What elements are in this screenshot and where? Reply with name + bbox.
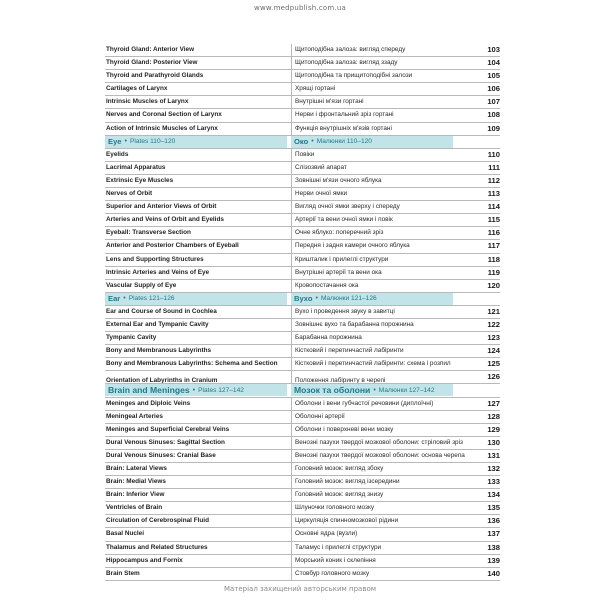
toc-entry[interactable] xyxy=(105,358,500,371)
entry-title-ukrainian: Шлуночки головного мозку xyxy=(291,502,478,514)
page-number: 109 xyxy=(487,123,500,133)
bullet-icon: • xyxy=(123,295,126,303)
toc-entry[interactable] xyxy=(105,109,500,122)
toc-entry[interactable] xyxy=(105,83,500,96)
toc-entry[interactable] xyxy=(105,450,500,463)
page-number: 135 xyxy=(487,503,500,513)
page-number: 134 xyxy=(487,490,500,500)
entry-title-ukrainian: Щитоподібна та прищитоподібні залози xyxy=(291,70,478,82)
entry-title-english: Lens and Supporting Structures xyxy=(106,255,204,263)
section-header-ukrainian xyxy=(291,293,453,305)
page-number: 115 xyxy=(487,215,500,225)
page-number: 139 xyxy=(487,555,500,565)
section-plates-ua: Малюнки 110–120 xyxy=(316,138,372,146)
entry-title-ukrainian: Основні ядра (вузли) xyxy=(291,528,478,540)
page-number: 121 xyxy=(487,306,500,316)
page-number: 104 xyxy=(487,58,500,68)
entry-title-ukrainian: Артерії та вени очної ямки і повік xyxy=(291,214,478,226)
entry-title-ukrainian: Положення лабіринту в черепі xyxy=(291,371,478,383)
section-header-ukrainian xyxy=(291,384,453,396)
toc-entry[interactable] xyxy=(105,188,500,201)
entry-title-english: Eyeball: Transverse Section xyxy=(106,229,191,237)
page-number: 107 xyxy=(487,97,500,107)
page-number: 140 xyxy=(487,568,500,578)
entry-title-english: Thyroid Gland: Anterior View xyxy=(106,46,195,53)
toc-entry[interactable] xyxy=(105,214,500,227)
section-title: Eye xyxy=(108,137,122,147)
page-number: 113 xyxy=(487,189,500,199)
bullet-icon: • xyxy=(124,138,127,146)
toc-entry[interactable] xyxy=(105,240,500,253)
toc-entry[interactable] xyxy=(105,345,500,358)
toc-entry[interactable] xyxy=(105,319,500,332)
entry-title-english: Dural Venous Sinuses: Sagittal Section xyxy=(106,438,225,446)
entry-title-ukrainian: Щитоподібна залоза: вигляд спереду xyxy=(291,44,478,56)
page-number: 126 xyxy=(487,372,500,382)
section-header xyxy=(105,136,500,149)
page-number: 105 xyxy=(487,71,500,81)
page-number: 112 xyxy=(487,175,500,185)
toc-entry[interactable] xyxy=(105,70,500,83)
toc-entry[interactable] xyxy=(105,371,500,384)
entry-title-english: Meninges and Superficial Cerebral Veins xyxy=(106,425,230,433)
entry-title-ukrainian: Щитоподібна залоза: вигляд ззаду xyxy=(291,57,478,69)
entry-title-ukrainian: Зовнішнє вухо та барабанна порожнина xyxy=(291,319,478,331)
entry-title-ukrainian: Головний мозок: вигляд збоку xyxy=(291,463,478,475)
entry-title-ukrainian: Внутрішні м'язи гортані xyxy=(291,96,478,108)
page-number: 103 xyxy=(487,45,500,54)
section-title-ua: Вухо xyxy=(294,294,313,304)
entry-title-ukrainian: Венозні пазухи твердої мозкової оболони: основа черепа xyxy=(291,450,478,462)
entry-title-ukrainian: Кришталик і прилеглі структури xyxy=(291,254,478,266)
section-header-ukrainian xyxy=(291,136,453,148)
entry-title-english: Eyelids xyxy=(106,150,129,158)
page-number: 114 xyxy=(487,202,500,212)
entry-title-english: Bony and Membranous Labyrinths: Schema and Section xyxy=(106,360,278,368)
entry-title-ukrainian: Передня і задня камери очного яблука xyxy=(291,240,478,252)
entry-title-ukrainian: Очне яблуко: поперечний зріз xyxy=(291,227,478,239)
section-plates-ua: Малюнки 127–142 xyxy=(378,386,435,394)
toc-entry[interactable] xyxy=(105,201,500,214)
copyright-footer: Матеріал захищений авторським правом xyxy=(223,585,377,593)
page-number: 118 xyxy=(487,254,500,264)
toc-entry[interactable] xyxy=(105,306,500,319)
entry-title-ukrainian: Оболони і поверхневі вени мозку xyxy=(291,424,478,436)
toc-entry[interactable] xyxy=(105,44,500,57)
page-number: 116 xyxy=(487,228,500,238)
toc-entry[interactable] xyxy=(105,57,500,70)
page-number: 108 xyxy=(487,110,500,120)
toc-entry[interactable] xyxy=(105,476,500,489)
entry-title-english: Extrinsic Eye Muscles xyxy=(106,176,174,184)
entry-title-ukrainian: Головний мозок: вигляд ізсередини xyxy=(291,476,478,488)
page-number: 137 xyxy=(487,529,500,539)
page-number: 124 xyxy=(487,346,500,356)
page-number: 132 xyxy=(487,464,500,473)
bullet-icon: • xyxy=(315,295,318,303)
section-title-ua: Мозок та оболони xyxy=(294,385,371,396)
page-number: 128 xyxy=(487,411,500,421)
entry-title-english: Meningeal Arteries xyxy=(106,412,163,420)
entry-title-english: Superior and Anterior Views of Orbit xyxy=(106,203,217,211)
site-url[interactable]: www.medpublish.com.ua xyxy=(254,4,346,12)
entry-title-english: Action of Intrinsic Muscles of Larynx xyxy=(106,124,218,132)
entry-title-english: Thalamus and Related Structures xyxy=(106,543,208,551)
table-of-contents xyxy=(105,44,500,581)
entry-title-english: Cartilages of Larynx xyxy=(106,85,168,93)
entry-title-ukrainian: Вигляд очної ямки зверху і спереду xyxy=(291,201,478,213)
entry-title-ukrainian: Нерви і фронтальний зріз гортані xyxy=(291,109,478,121)
entry-title-ukrainian: Оболонні артерії xyxy=(291,411,478,423)
toc-entry[interactable] xyxy=(105,175,500,188)
toc-entry[interactable] xyxy=(105,502,500,515)
entry-title-english: Brain: Medial Views xyxy=(106,478,166,486)
entry-title-english: Thyroid Gland: Posterior View xyxy=(106,59,198,67)
entry-title-english: Orientation of Labyrinths in Cranium xyxy=(106,377,218,384)
entry-title-ukrainian: Кістковий і перетинчастий лабіринти xyxy=(291,345,478,357)
toc-entry[interactable] xyxy=(105,123,500,136)
section-plates: Plates 121–126 xyxy=(128,295,175,303)
section-plates-ua: Малюнки 121–126 xyxy=(320,295,377,303)
toc-entry[interactable] xyxy=(105,332,500,345)
section-header-english xyxy=(105,136,287,148)
toc-entry[interactable] xyxy=(105,424,500,437)
entry-title-ukrainian: Слізозвий апарат xyxy=(291,162,478,174)
section-header xyxy=(105,384,500,397)
entry-title-english: Brain: Lateral Views xyxy=(106,465,167,472)
page-number: 125 xyxy=(487,359,500,369)
entry-title-english: Intrinsic Muscles of Larynx xyxy=(106,98,189,106)
entry-title-english: Tympanic Cavity xyxy=(106,334,157,342)
entry-title-english: Basal Nuclei xyxy=(106,530,145,538)
section-plates: Plates 110–120 xyxy=(129,138,176,146)
page-number: 129 xyxy=(487,424,500,434)
entry-title-ukrainian: Нерви очної ямки xyxy=(291,188,478,200)
entry-title-ukrainian: Оболони і вени губчастої речовини (диплоїчні) xyxy=(291,398,478,410)
page-number: 120 xyxy=(487,280,500,290)
entry-title-english: Hippocampus and Fornix xyxy=(106,556,183,564)
toc-entry[interactable] xyxy=(105,463,500,476)
entry-title-english: Meninges and Diploic Veins xyxy=(106,399,191,407)
page-number: 117 xyxy=(487,241,500,251)
entry-title-ukrainian: Морський коник і склепіння xyxy=(291,555,478,567)
page-number: 123 xyxy=(487,333,500,343)
toc-entry[interactable] xyxy=(105,398,500,411)
toc-entry[interactable] xyxy=(105,227,500,240)
section-title: Ear xyxy=(108,294,121,304)
section-header-english xyxy=(105,293,287,305)
entry-title-english: Circulation of Cerebrospinal Fluid xyxy=(106,517,209,525)
page-number: 106 xyxy=(487,84,500,94)
entry-title-ukrainian: Венозні пазухи твердої мозкової оболони: стріловий зріз xyxy=(291,437,478,449)
toc-entry[interactable] xyxy=(105,542,500,555)
entry-title-english: External Ear and Tympanic Cavity xyxy=(106,320,209,328)
entry-title-ukrainian: Кровопостачання ока xyxy=(291,280,478,292)
entry-title-english: Anterior and Posterior Chambers of Eyeball xyxy=(106,242,239,250)
toc-entry[interactable] xyxy=(105,280,500,293)
page-number: 119 xyxy=(487,267,500,277)
entry-title-ukrainian: Кістковий і перетинчастий лабіринти: схема і розпил xyxy=(291,358,478,370)
toc-entry[interactable] xyxy=(105,162,500,175)
entry-title-ukrainian: Зовнішні м'язи очного яблука xyxy=(291,175,478,187)
entry-title-english: Brain: Inferior View xyxy=(106,491,165,499)
toc-entry[interactable] xyxy=(105,254,500,267)
entry-title-ukrainian: Стовбур головного мозку xyxy=(291,568,478,580)
section-plates: Plates 127–142 xyxy=(198,386,244,394)
page-number: 130 xyxy=(487,437,500,447)
entry-title-english: Vascular Supply of Eye xyxy=(106,281,177,289)
entry-title-english: Lacrimal Apparatus xyxy=(106,163,166,171)
entry-title-ukrainian: Таламус і прилеглі структури xyxy=(291,542,478,554)
page-number: 122 xyxy=(487,319,500,329)
bullet-icon: • xyxy=(311,138,314,146)
toc-entry[interactable] xyxy=(105,568,500,581)
toc-entry[interactable] xyxy=(105,555,500,568)
toc-entry[interactable] xyxy=(105,528,500,541)
section-title: Brain and Meninges xyxy=(108,385,190,396)
entry-title-english: Nerves of Orbit xyxy=(106,190,153,198)
entry-title-ukrainian: Функція внутрішніх м'язів гортані xyxy=(291,123,478,135)
page-number: 127 xyxy=(487,398,500,408)
toc-entry[interactable] xyxy=(105,149,500,162)
section-header-english xyxy=(105,384,287,396)
entry-title-english: Ventricles of Brain xyxy=(106,504,163,512)
entry-title-english: Arteries and Veins of Orbit and Eyelids xyxy=(106,216,224,224)
toc-entry[interactable] xyxy=(105,411,500,424)
entry-title-english: Dural Venous Sinuses: Cranial Base xyxy=(106,451,216,459)
entry-title-ukrainian: Внутрішні артерії та вени ока xyxy=(291,267,478,279)
page-number: 138 xyxy=(487,542,500,552)
bullet-icon: • xyxy=(373,386,376,394)
entry-title-english: Brain Stem xyxy=(106,569,140,577)
page-number: 131 xyxy=(487,450,500,460)
entry-title-ukrainian: Хрящі гортані xyxy=(291,83,478,95)
entry-title-english: Thyroid and Parathyroid Glands xyxy=(106,72,204,80)
toc-entry[interactable] xyxy=(105,267,500,280)
entry-title-ukrainian: Головний мозок: вигляд знизу xyxy=(291,489,478,501)
entry-title-english: Ear and Course of Sound in Cochlea xyxy=(106,307,217,315)
entry-title-english: Intrinsic Arteries and Veins of Eye xyxy=(106,268,210,276)
toc-entry[interactable] xyxy=(105,437,500,450)
toc-entry[interactable] xyxy=(105,489,500,502)
entry-title-ukrainian: Барабанна порожнина xyxy=(291,332,478,344)
page-number: 111 xyxy=(488,162,500,172)
section-title-ua: Око xyxy=(294,137,309,147)
page-number: 133 xyxy=(487,477,500,487)
page-number: 110 xyxy=(487,149,500,159)
page-number: 136 xyxy=(487,516,500,526)
toc-entry[interactable] xyxy=(105,515,500,528)
entry-title-english: Bony and Membranous Labyrinths xyxy=(106,347,212,355)
toc-entry[interactable] xyxy=(105,96,500,109)
section-header xyxy=(105,293,500,306)
bullet-icon: • xyxy=(192,386,196,394)
entry-title-ukrainian: Вухо і проведення звуку в завитці xyxy=(291,306,478,318)
entry-title-ukrainian: Повіки xyxy=(291,149,478,161)
entry-title-ukrainian: Циркуляція спинномозкової рідини xyxy=(291,515,478,527)
entry-title-english: Nerves and Coronal Section of Larynx xyxy=(106,111,222,119)
